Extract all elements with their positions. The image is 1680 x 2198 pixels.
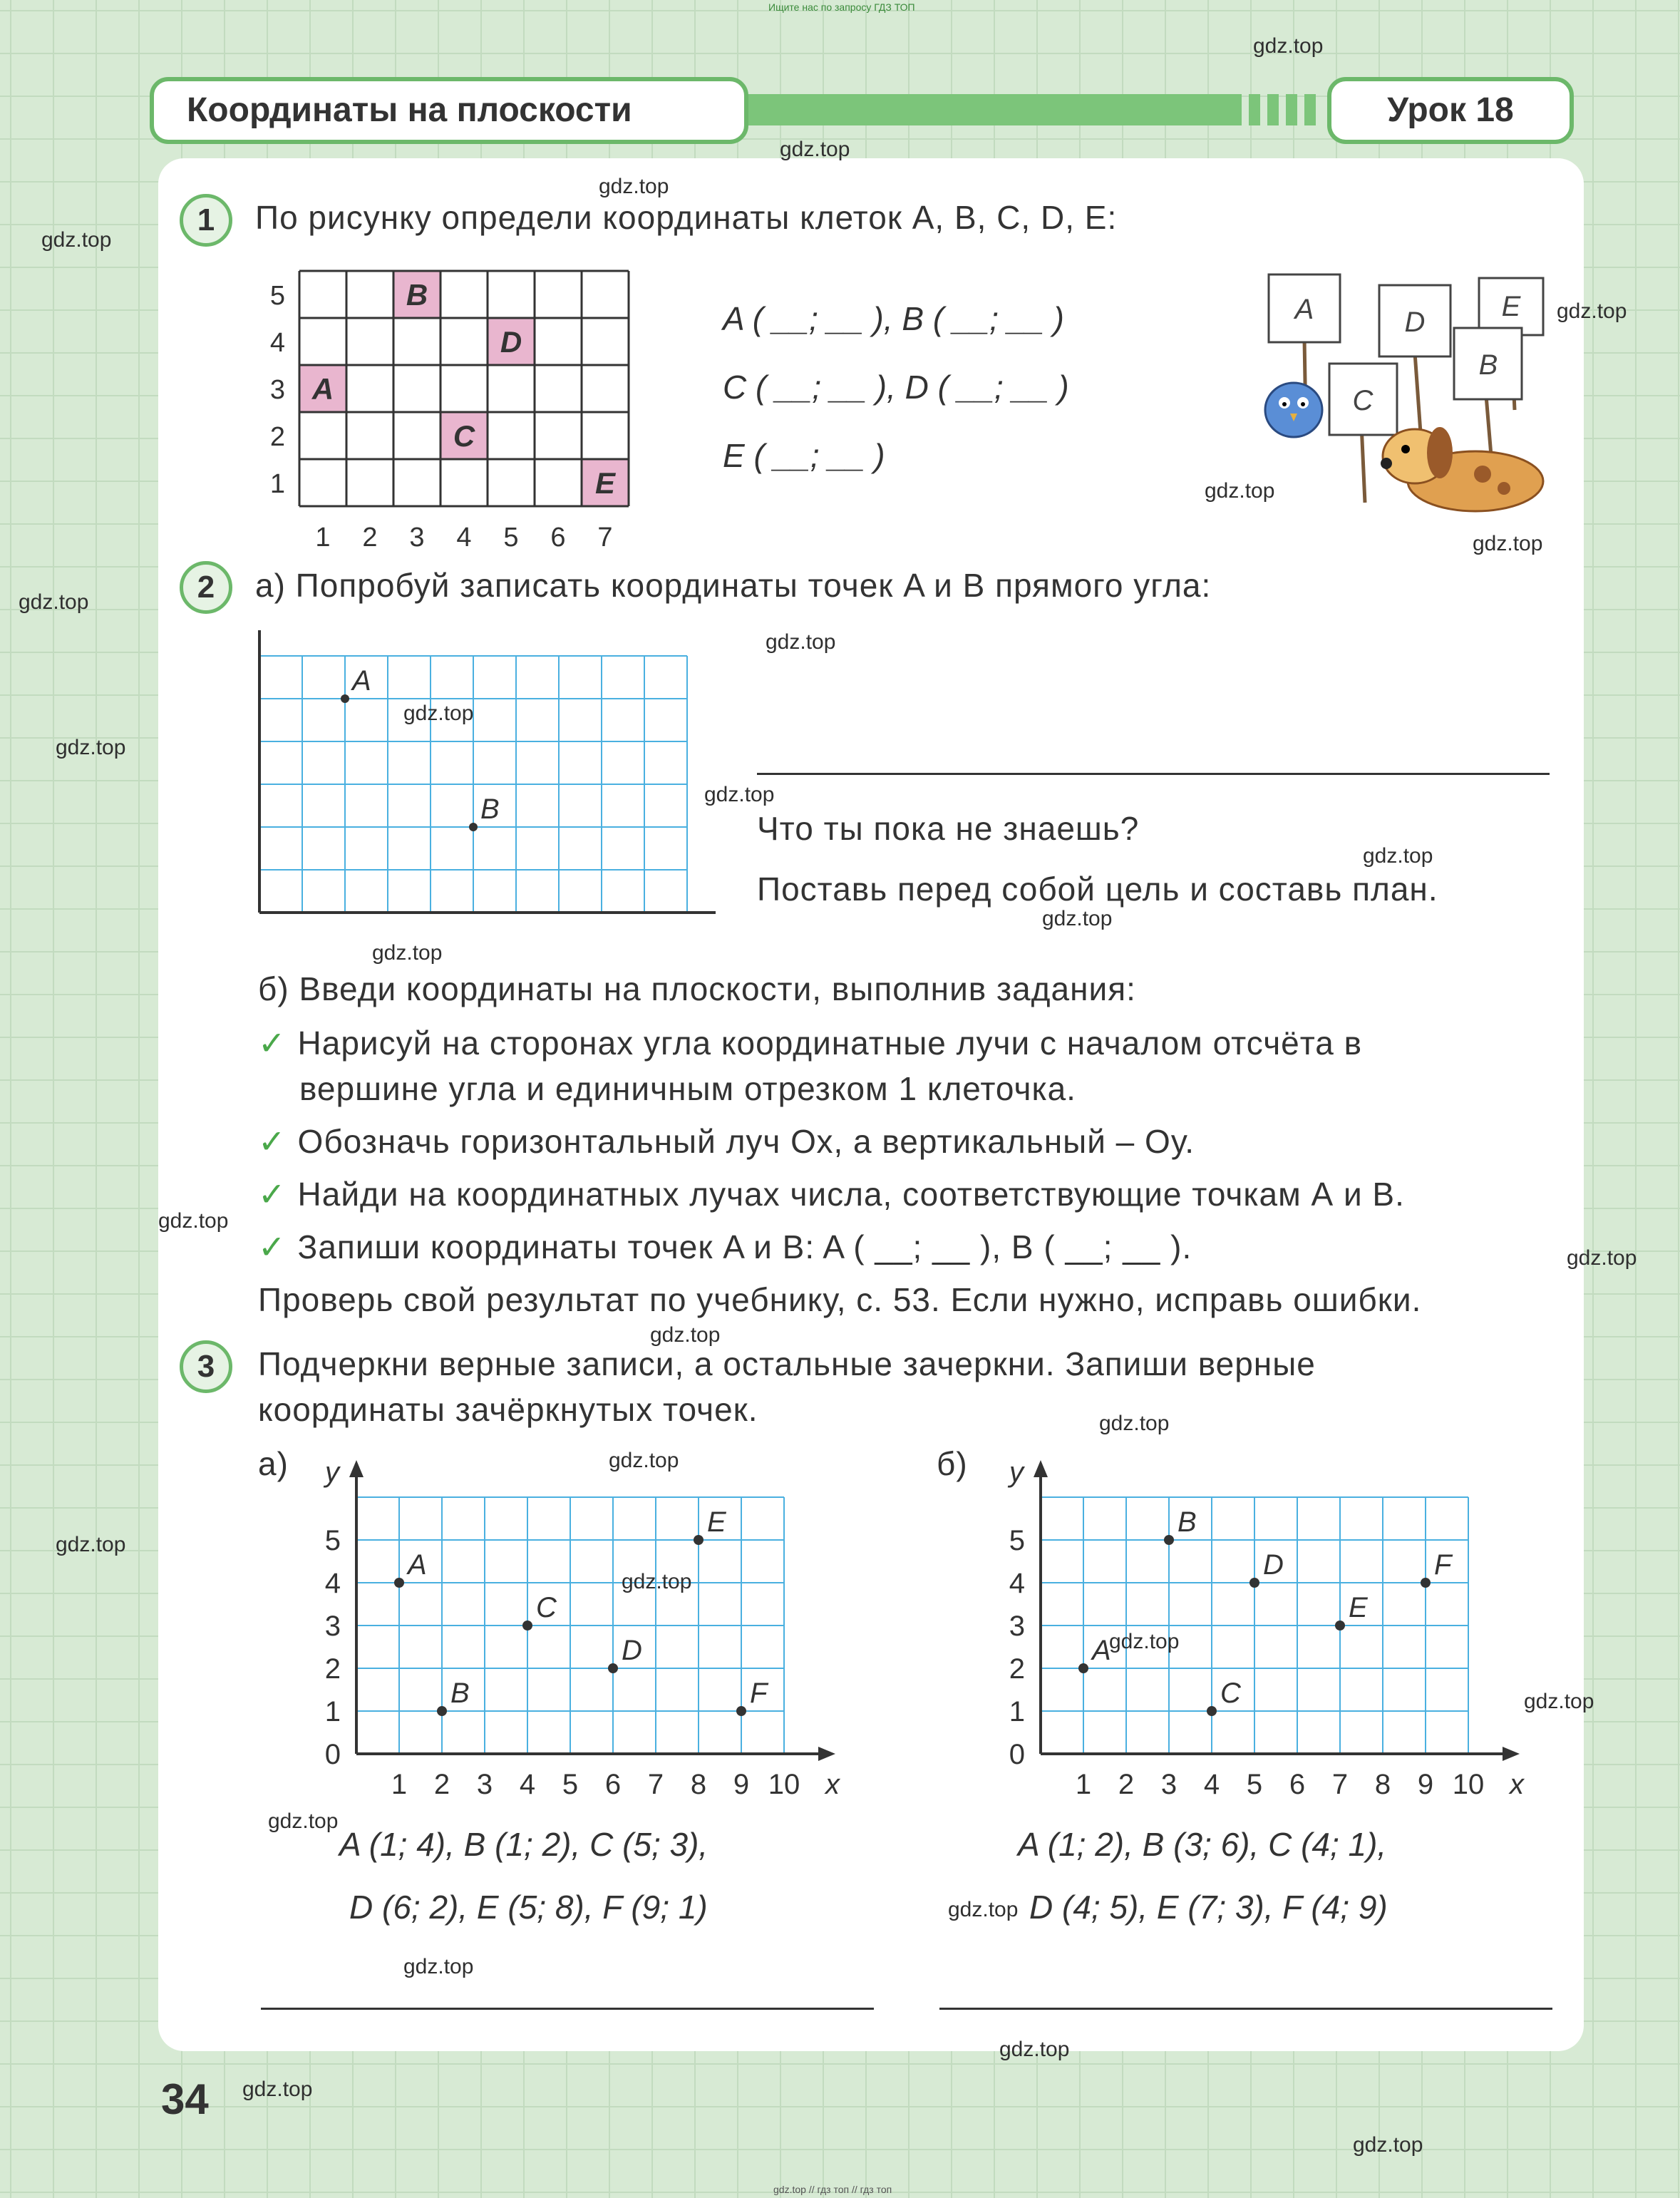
x-tick-label: 5: [562, 1769, 579, 1800]
point-c: [1207, 1706, 1217, 1716]
task-2-goal: Поставь перед собой цель и составь план.: [757, 871, 1438, 908]
watermark: gdz.top: [1567, 1246, 1637, 1270]
x-tick-label: 2: [433, 1769, 450, 1800]
bottom-note: gdz.top // гдз топ // гдз топ: [773, 2184, 892, 2195]
x-tick-label: 3: [1160, 1769, 1177, 1800]
x-axis-label: x: [1510, 1769, 1524, 1800]
y-tick-label: 2: [324, 1653, 341, 1685]
watermark: gdz.top: [609, 1449, 679, 1472]
x-tick-label: 6: [550, 523, 566, 549]
watermark: gdz.top: [1042, 907, 1113, 930]
task-3-number: 3: [180, 1340, 232, 1393]
point-label-e: E: [1349, 1592, 1368, 1623]
task-3-a-records-1: A (1; 4), B (1; 2), C (5; 3),: [339, 1826, 708, 1863]
x-axis-label: x: [825, 1769, 840, 1800]
lesson-title: Координаты на плоскости: [150, 77, 748, 144]
point-label-b: B: [480, 794, 500, 825]
x-tick-label: 3: [409, 523, 425, 549]
task-2-answer-line: [757, 773, 1550, 775]
origin-label: 0: [1009, 1739, 1025, 1770]
y-tick-label: 1: [269, 469, 285, 499]
task-2-step-3: ✓ Найди на координатных лучах числа, соответствующие точкам А и В.: [258, 1176, 1405, 1213]
y-tick-label: 1: [1009, 1696, 1025, 1727]
point-b: [469, 823, 478, 831]
point-label-f: F: [1434, 1549, 1452, 1581]
x-tick-label: 7: [647, 1769, 664, 1800]
x-tick-label: 4: [519, 1769, 536, 1800]
watermark: gdz.top: [1473, 532, 1543, 555]
x-tick-label: 2: [362, 523, 378, 549]
task-3-a-records-2: D (6; 2), E (5; 8), F (9; 1): [349, 1889, 708, 1926]
watermark: gdz.top: [948, 1898, 1019, 1921]
point-f: [736, 1706, 746, 1716]
cell-label-d: D: [500, 325, 522, 359]
point-b: [1164, 1535, 1174, 1545]
task-3-b-answer-line: [939, 2008, 1552, 2010]
watermark: gdz.top: [242, 2078, 313, 2101]
point-d: [1249, 1578, 1259, 1588]
point-label-c: C: [536, 1592, 557, 1623]
cell-label-b: B: [406, 278, 428, 312]
y-tick-label: 4: [269, 328, 285, 358]
task-1-grid: [257, 264, 641, 549]
watermark: gdz.top: [1353, 2133, 1423, 2157]
watermark: gdz.top: [372, 941, 443, 965]
task-2-step-1-cont: вершине угла и единичным отрезком 1 клеточка.: [299, 1070, 1076, 1107]
header-bar: [743, 94, 1242, 125]
watermark: gdz.top: [1109, 1630, 1180, 1653]
watermark: gdz.top: [56, 1533, 126, 1556]
cell-label-c: C: [453, 419, 475, 453]
x-tick-label: 2: [1118, 1769, 1135, 1800]
x-tick-label: 6: [604, 1769, 622, 1800]
x-tick-label: 8: [1374, 1769, 1391, 1800]
point-a: [394, 1578, 404, 1588]
task-2-step-1: ✓ Нарисуй на сторонах угла координатные лучи с началом отсчёта в: [258, 1024, 1363, 1062]
x-tick-label: 10: [768, 1769, 800, 1800]
cell-label-a: A: [311, 372, 334, 406]
header-stripes: [1249, 94, 1323, 125]
watermark: gdz.top: [622, 1570, 692, 1593]
watermark: gdz.top: [268, 1809, 339, 1833]
task-3-text-line-2: координаты зачёркнутых точек.: [258, 1391, 758, 1428]
watermark: gdz.top: [704, 783, 775, 806]
watermark: gdz.top: [999, 2038, 1070, 2061]
sign-a: A: [1294, 294, 1314, 325]
x-tick-label: 7: [597, 523, 613, 549]
x-tick-label: 7: [1331, 1769, 1349, 1800]
x-tick-label: 9: [733, 1769, 750, 1800]
point-label-f: F: [750, 1678, 768, 1709]
watermark: gdz.top: [1205, 479, 1275, 503]
task-1-number: 1: [180, 194, 232, 247]
origin-label: 0: [324, 1739, 341, 1770]
point-a: [341, 694, 349, 703]
y-tick-label: 3: [269, 375, 285, 405]
y-tick-label: 5: [1009, 1525, 1025, 1556]
point-label-b: B: [1177, 1506, 1197, 1538]
watermark: gdz.top: [41, 228, 112, 252]
task-3-chart-b: [984, 1440, 1540, 1811]
watermark: gdz.top: [403, 1955, 474, 1978]
sign-c: C: [1352, 385, 1374, 416]
task-2-step-2: ✓ Обозначь горизонтальный луч Ох, а вертикальный – Оу.: [258, 1123, 1195, 1160]
task-3-text-line-1: Подчеркни верные записи, а остальные зачеркни. Запиши верные: [258, 1345, 1316, 1382]
point-e: [1335, 1621, 1345, 1630]
x-axis-arrow: [1503, 1747, 1520, 1761]
watermark: gdz.top: [766, 630, 836, 654]
x-tick-label: 4: [456, 523, 472, 549]
x-tick-label: 4: [1203, 1769, 1220, 1800]
point-a: [1078, 1663, 1088, 1673]
task-3-chart-a: [299, 1440, 855, 1811]
watermark: gdz.top: [780, 138, 850, 161]
task-3-b-records-2: D (4; 5), E (7; 3), F (4; 9): [1029, 1889, 1388, 1926]
point-label-a: A: [352, 665, 371, 697]
watermark: gdz.top: [56, 736, 126, 759]
sign-d: D: [1404, 307, 1426, 338]
page-number: 34: [161, 2075, 209, 2123]
task-2-verify: Проверь свой результат по учебнику, с. 53. Если нужно, исправь ошибки.: [258, 1281, 1422, 1318]
task-3-b-label: б): [937, 1445, 968, 1482]
watermark: gdz.top: [1363, 844, 1433, 868]
y-tick-label: 2: [269, 422, 285, 452]
task-3-b-records-1: A (1; 2), B (3; 6), C (4; 1),: [1018, 1826, 1387, 1863]
y-tick-label: 4: [1009, 1568, 1025, 1599]
point-label-a: A: [408, 1549, 427, 1581]
x-tick-label: 10: [1452, 1769, 1485, 1800]
x-tick-label: 3: [476, 1769, 493, 1800]
task-2-step-4: ✓ Запиши координаты точек A и B: A ( __; __ ), B ( __; __ ).: [258, 1228, 1192, 1265]
task-1-answer-3: E ( __; __ ): [723, 437, 885, 474]
watermark: gdz.top: [599, 175, 669, 198]
task-3-a-label: а): [258, 1445, 289, 1482]
watermark: gdz.top: [403, 702, 474, 725]
task-2-question: Что ты пока не знаешь?: [757, 810, 1140, 847]
y-axis-arrow: [1034, 1460, 1048, 1477]
watermark: gdz.top: [19, 590, 89, 614]
top-note: Ищите нас по запросу ГДЗ ТОП: [768, 1, 915, 13]
task-2-grid: [257, 627, 720, 920]
y-tick-label: 5: [324, 1525, 341, 1556]
point-label-e: E: [707, 1506, 726, 1538]
watermark: gdz.top: [1099, 1412, 1170, 1435]
task-2-part-b: б) Введи координаты на плоскости, выполнив задания:: [258, 970, 1136, 1007]
watermark: gdz.top: [650, 1323, 721, 1347]
x-tick-label: 6: [1289, 1769, 1306, 1800]
x-tick-label: 5: [503, 523, 519, 549]
y-tick-label: 1: [324, 1696, 341, 1727]
x-tick-label: 8: [690, 1769, 707, 1800]
watermark: gdz.top: [1253, 34, 1324, 58]
watermark: gdz.top: [1524, 1690, 1594, 1713]
point-f: [1421, 1578, 1431, 1588]
point-e: [694, 1535, 704, 1545]
task-1-answer-2: C ( __; __ ), D ( __; __ ): [723, 369, 1069, 406]
sign-e: E: [1501, 291, 1521, 322]
point-label-a: A: [1092, 1635, 1111, 1666]
x-tick-label: 1: [391, 1769, 408, 1800]
x-tick-label: 1: [315, 523, 331, 549]
task-1-text: По рисунку определи координаты клеток A, B, C, D, E:: [255, 199, 1118, 236]
y-tick-label: 2: [1009, 1653, 1025, 1685]
y-axis-label: y: [325, 1457, 339, 1488]
y-axis-arrow: [349, 1460, 364, 1477]
y-tick-label: 5: [269, 281, 285, 311]
lesson-number: Урок 18: [1327, 77, 1574, 144]
task-1-answer-1: A ( __; __ ), B ( __; __ ): [723, 300, 1064, 337]
x-tick-label: 9: [1417, 1769, 1434, 1800]
task-2-number: 2: [180, 561, 232, 614]
sign-b: B: [1478, 349, 1498, 381]
cell-label-e: E: [594, 466, 616, 500]
point-c: [522, 1621, 532, 1630]
illustration-bird-and-dog: [1240, 267, 1568, 538]
x-tick-label: 5: [1246, 1769, 1263, 1800]
task-2-part-a: а) Попробуй записать координаты точек A и B прямого угла:: [255, 567, 1212, 604]
y-tick-label: 3: [1009, 1611, 1025, 1642]
point-b: [437, 1706, 447, 1716]
task-3-a-answer-line: [261, 2008, 874, 2010]
x-tick-label: 1: [1075, 1769, 1092, 1800]
x-axis-arrow: [818, 1747, 835, 1761]
point-label-b: B: [450, 1678, 470, 1709]
watermark: gdz.top: [158, 1209, 229, 1233]
y-tick-label: 3: [324, 1611, 341, 1642]
point-label-d: D: [1263, 1549, 1284, 1581]
point-d: [608, 1663, 618, 1673]
y-axis-label: y: [1009, 1457, 1024, 1488]
point-label-c: C: [1220, 1678, 1241, 1709]
watermark: gdz.top: [1557, 299, 1627, 323]
point-label-d: D: [622, 1635, 642, 1666]
y-tick-label: 4: [324, 1568, 341, 1599]
